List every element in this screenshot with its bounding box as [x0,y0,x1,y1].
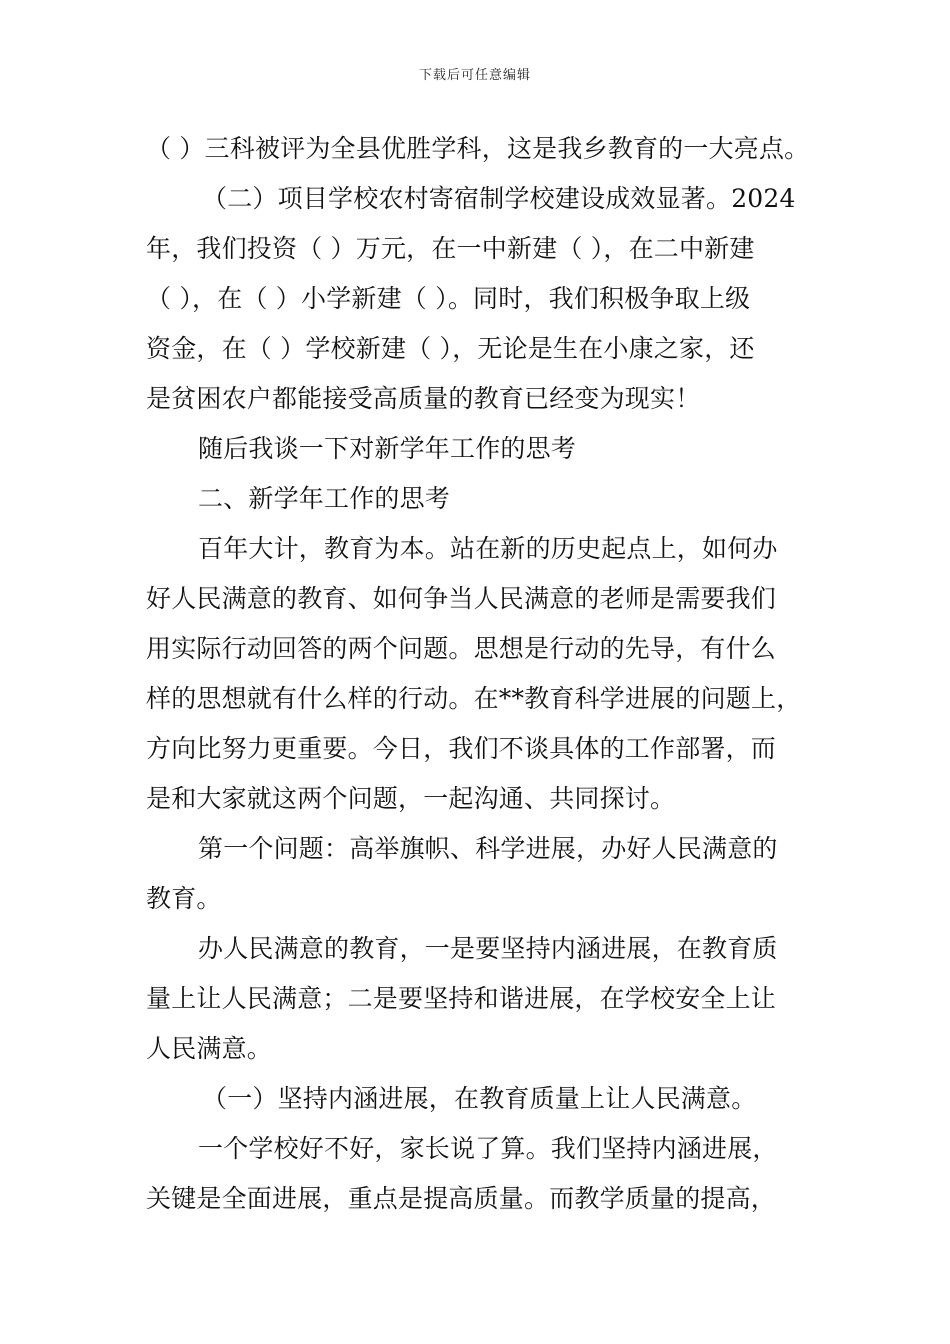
text-line: 关键是全面进展，重点是提高质量。而教学质量的提高， [146,1184,777,1213]
text-line: 好人民满意的教育、如何争当人民满意的老师是需要我们 [146,584,777,613]
text-line: 样的思想就有什么样的行动。在**教育科学进展的问题上， [146,684,802,713]
text-line: 办人民满意的教育，一是要坚持内涵进展，在教育质 [198,934,778,963]
text-line: 第一个问题：高举旗帜、科学进展，办好人民满意的 [198,834,778,863]
document-body [146,124,822,1224]
text-line: 是贫困农户都能接受高质量的教育已经变为现实！ [146,384,701,413]
text-line: （一）坚持内涵进展，在教育质量上让人民满意。 [202,1084,757,1113]
text-line: 是和大家就这两个问题，一起沟通、共同探讨。 [146,784,676,813]
text-line: 量上让人民满意；二是要坚持和谐进展，在学校安全上让 [146,984,777,1013]
text-line: 用实际行动回答的两个问题。思想是行动的先导，有什么 [146,634,777,663]
text-line: 一个学校好不好，家长说了算。我们坚持内涵进展， [198,1134,778,1163]
text-line: 资金，在（ ）学校新建（ ），无论是生在小康之家，还 [146,334,755,363]
text-line: 教育。 [146,884,222,913]
text-line: 人民满意。 [146,1034,273,1063]
text-line: （ ）三科被评为全县优胜学科，这是我乡教育的一大亮点。 [146,134,810,163]
text-line: 方向比努力更重要。今日，我们不谈具体的工作部署，而 [146,734,777,763]
text-line: （二）项目学校农村寄宿制学校建设成效显著。2024 [202,184,796,213]
text-line: 年，我们投资（ ）万元，在一中新建（ ），在二中新建 [146,234,755,263]
section-heading: 二、新学年工作的思考 [198,484,451,513]
text-line: 随后我谈一下对新学年工作的思考 [198,434,577,463]
page-header-note: 下载后可任意编辑 [418,68,531,83]
text-line: 百年大计，教育为本。站在新的历史起点上，如何办 [198,534,778,563]
text-line: （ ），在（ ）小学新建（ ）。同时，我们积极争取上级 [146,284,751,313]
